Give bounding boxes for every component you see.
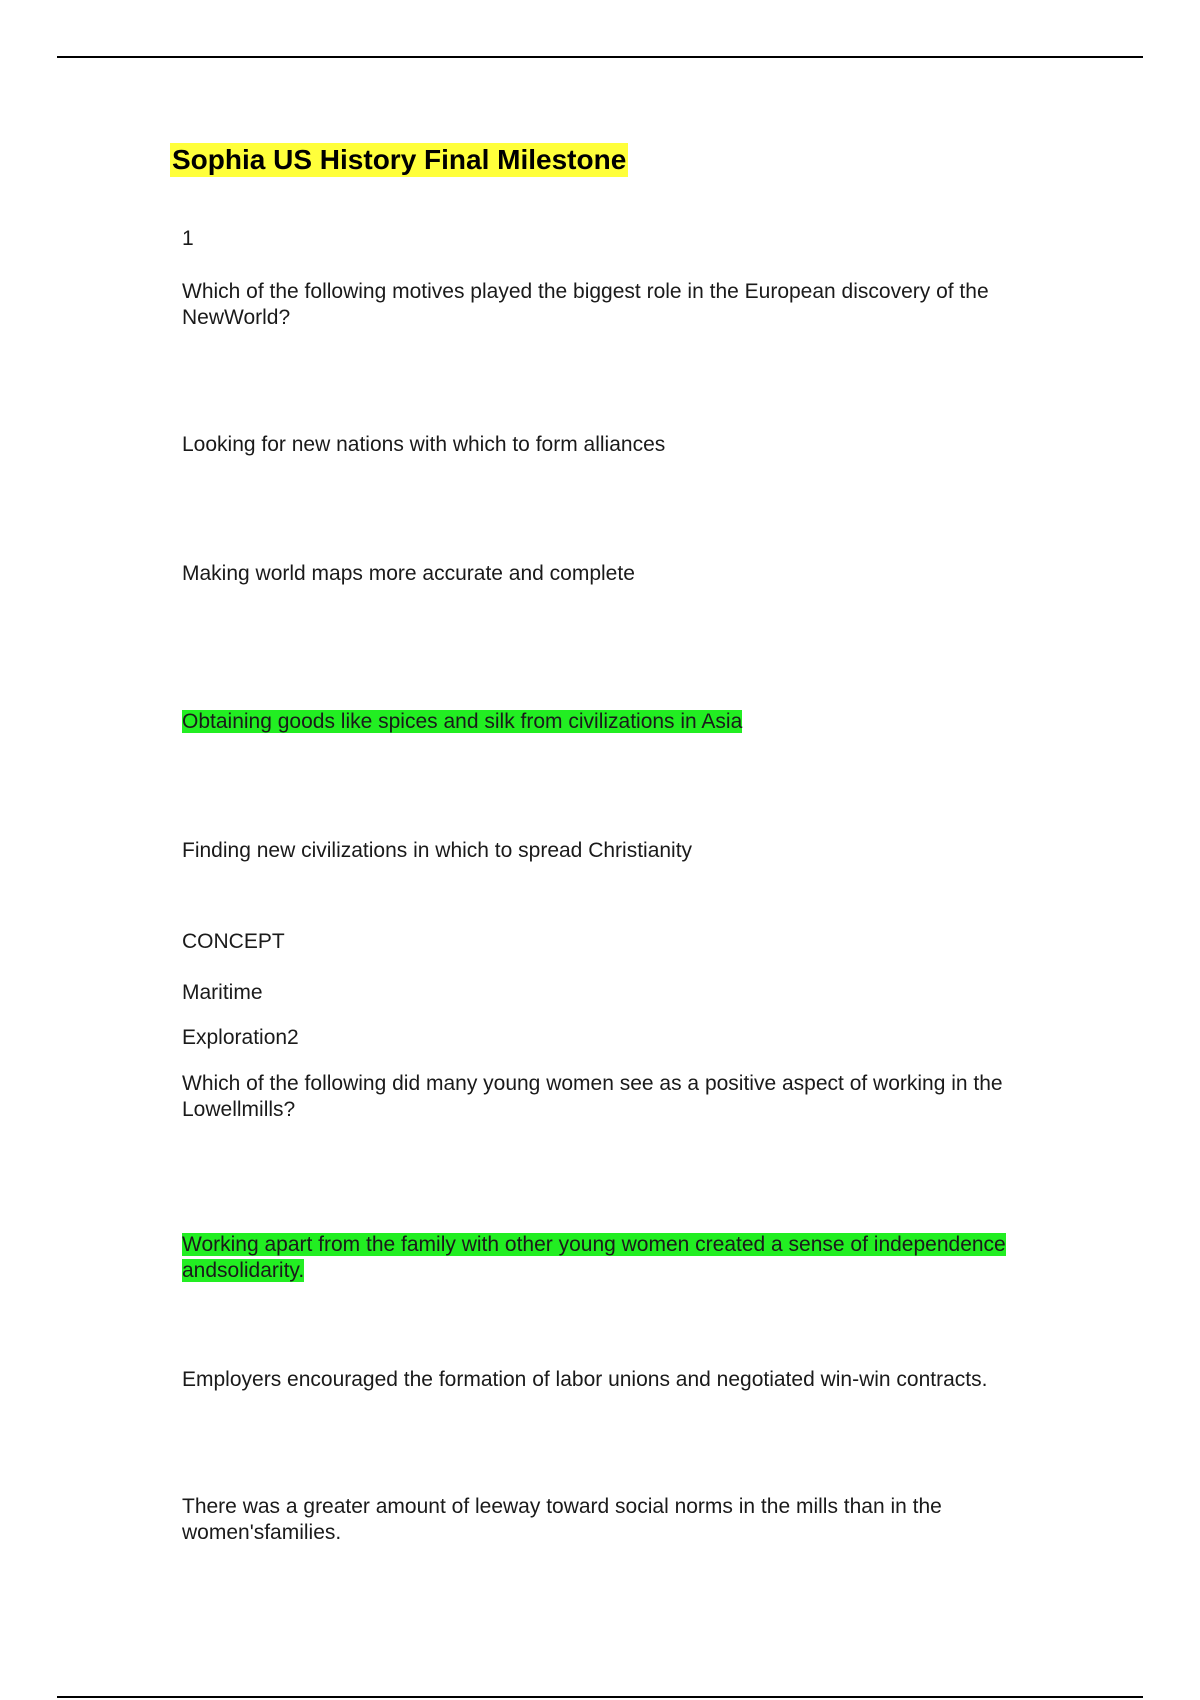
q2-option-2: Employers encouraged the formation of labor unions and negotiated win-win contracts. bbox=[182, 1368, 988, 1391]
question-1-text: Which of the following motives played the biggest role in the European discovery of the NewWorld? bbox=[182, 280, 989, 329]
q2-option-1-correct bbox=[182, 1232, 1052, 1284]
footer-rule bbox=[57, 1696, 1143, 1698]
question-number: 1 bbox=[182, 227, 194, 250]
q1-option-3-correct bbox=[182, 709, 1052, 735]
page-title: Sophia US History Final Milestone bbox=[172, 144, 627, 175]
q2-option-3: There was a greater amount of leeway toward social norms in the mills than in the women'sfamilies. bbox=[182, 1495, 942, 1544]
question-2-text: Which of the following did many young women see as a positive aspect of working in the Lowellmills? bbox=[182, 1072, 1003, 1121]
q1-option-2: Making world maps more accurate and complete bbox=[182, 562, 635, 585]
concept-label: CONCEPT bbox=[182, 930, 285, 953]
header-rule bbox=[57, 56, 1143, 58]
concept-line-1: Maritime bbox=[182, 981, 263, 1004]
q1-option-4: Finding new civilizations in which to spread Christianity bbox=[182, 839, 693, 862]
correct-answer-highlight: Working apart from the family with other young women created a sense of independence andsolidarity. bbox=[182, 1233, 1006, 1282]
q1-option-1: Looking for new nations with which to form alliances bbox=[182, 433, 666, 456]
concept-line-2: Exploration2 bbox=[182, 1026, 299, 1049]
correct-answer-highlight: Obtaining goods like spices and silk from civilizations in Asia bbox=[182, 710, 743, 733]
